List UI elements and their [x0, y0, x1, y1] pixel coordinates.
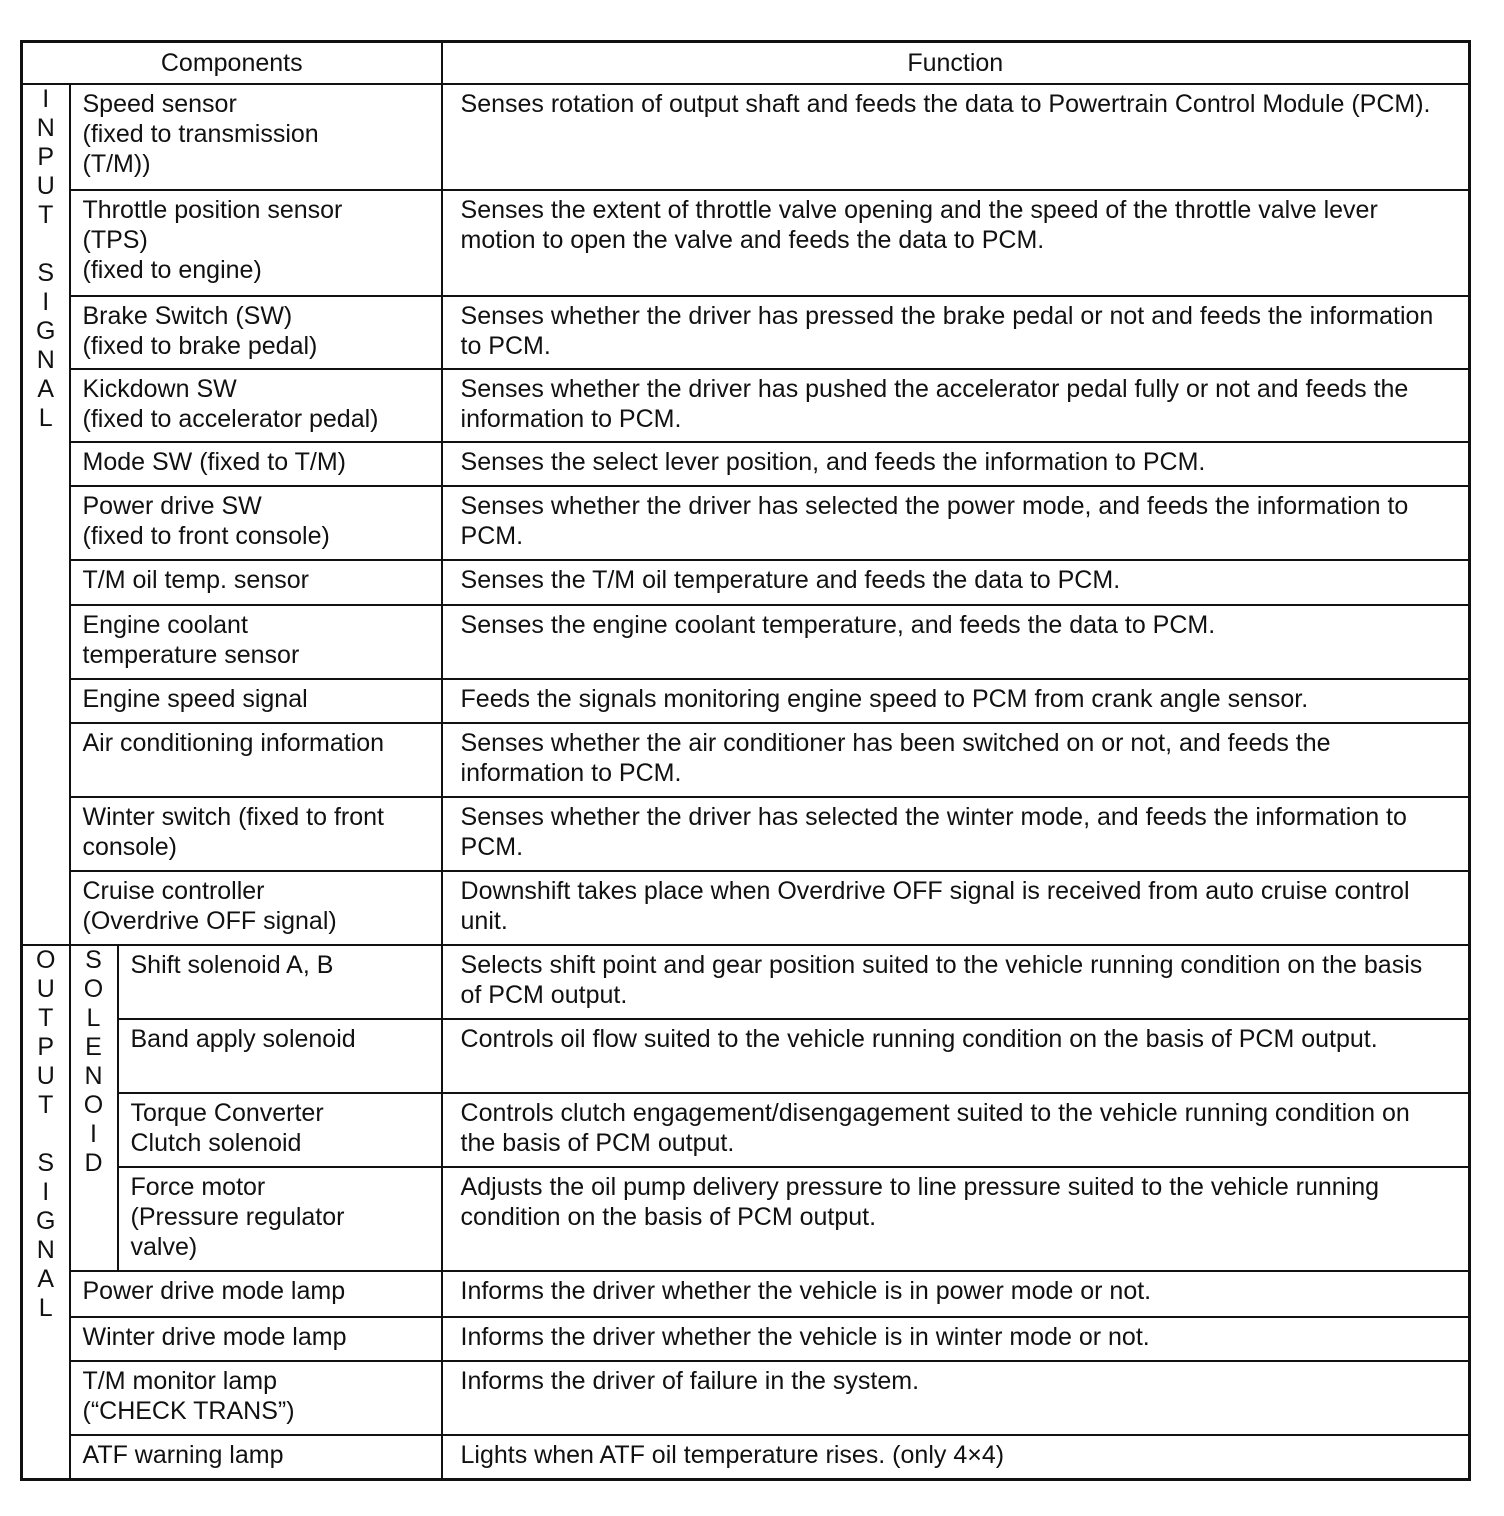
function-cell: Informs the driver whether the vehicle is in power mode or not. [442, 1271, 1470, 1317]
table-row [22, 190, 1470, 296]
function-cell: Informs the driver of failure in the system. [442, 1361, 1470, 1435]
table-row [22, 296, 1470, 369]
component-cell: Kickdown SW (fixed to accelerator pedal) [70, 369, 442, 442]
component-cell: Mode SW (fixed to T/M) [70, 442, 442, 486]
vertical-letters: I N P U T S I G N A L [36, 85, 56, 432]
input-signal-label [22, 84, 70, 945]
table-row [22, 723, 1470, 797]
table-row [22, 679, 1470, 723]
component-cell: Air conditioning information [70, 723, 442, 797]
component-cell: Brake Switch (SW) (fixed to brake pedal) [70, 296, 442, 369]
component-cell: Torque Converter Clutch solenoid [118, 1093, 442, 1167]
function-cell: Senses the engine coolant temperature, and feeds the data to PCM. [442, 605, 1470, 679]
table-row [22, 871, 1470, 945]
function-cell: Senses the extent of throttle valve opening and the speed of the throttle valve lever motion to open the valve and feeds the data to PCM. [442, 190, 1470, 296]
vertical-letters: O U T P U T S I G N A L [36, 946, 56, 1322]
header-row [22, 42, 1470, 85]
function-cell: Adjusts the oil pump delivery pressure to line pressure suited to the vehicle running condition on the basis of PCM output. [442, 1167, 1470, 1271]
function-cell: Senses whether the driver has pressed the brake pedal or not and feeds the information to PCM. [442, 296, 1470, 369]
function-cell: Feeds the signals monitoring engine speed to PCM from crank angle sensor. [442, 679, 1470, 723]
function-cell: Informs the driver whether the vehicle is in winter mode or not. [442, 1317, 1470, 1361]
table-row [22, 797, 1470, 871]
table-row [22, 369, 1470, 442]
function-cell: Senses whether the driver has selected the power mode, and feeds the information to PCM. [442, 486, 1470, 560]
components-header: Components [22, 42, 442, 85]
function-cell: Selects shift point and gear position suited to the vehicle running condition on the basis of PCM output. [442, 945, 1470, 1019]
function-header: Function [442, 42, 1470, 85]
table-row [22, 605, 1470, 679]
table-row [22, 945, 1470, 1019]
vertical-letters: S O L E N O I D [83, 946, 104, 1177]
function-cell: Controls clutch engagement/disengagement suited to the vehicle running condition on the basis of PCM output. [442, 1093, 1470, 1167]
function-cell: Senses rotation of output shaft and feeds the data to Powertrain Control Module (PCM). [442, 84, 1470, 190]
table-row [22, 1167, 1470, 1271]
table-row [22, 1435, 1470, 1479]
component-cell: T/M oil temp. sensor [70, 560, 442, 605]
component-cell: Engine speed signal [70, 679, 442, 723]
component-cell: Power drive SW (fixed to front console) [70, 486, 442, 560]
function-cell: Senses whether the driver has selected the winter mode, and feeds the information to PCM. [442, 797, 1470, 871]
component-cell: Power drive mode lamp [70, 1271, 442, 1317]
component-cell: Shift solenoid A, B [118, 945, 442, 1019]
function-cell: Controls oil flow suited to the vehicle running condition on the basis of PCM output. [442, 1019, 1470, 1093]
component-cell: Winter drive mode lamp [70, 1317, 442, 1361]
table-row [22, 442, 1470, 486]
table-row [22, 560, 1470, 605]
table-row [22, 84, 1470, 190]
component-cell: Winter switch (fixed to front console) [70, 797, 442, 871]
function-cell: Senses the T/M oil temperature and feeds the data to PCM. [442, 560, 1470, 605]
table-row [22, 1093, 1470, 1167]
component-cell: Engine coolant temperature sensor [70, 605, 442, 679]
solenoid-label [70, 945, 118, 1271]
function-cell: Downshift takes place when Overdrive OFF signal is received from auto cruise control unit. [442, 871, 1470, 945]
component-cell: Speed sensor (fixed to transmission (T/M)) [70, 84, 442, 190]
table-row [22, 486, 1470, 560]
component-cell: Band apply solenoid [118, 1019, 442, 1093]
component-cell: T/M monitor lamp (“CHECK TRANS”) [70, 1361, 442, 1435]
function-cell: Senses whether the driver has pushed the accelerator pedal fully or not and feeds the information to PCM. [442, 369, 1470, 442]
function-cell: Lights when ATF oil temperature rises. (only 4×4) [442, 1435, 1470, 1479]
table-row [22, 1019, 1470, 1093]
table-row [22, 1317, 1470, 1361]
component-cell: Force motor (Pressure regulator valve) [118, 1167, 442, 1271]
function-cell: Senses whether the air conditioner has been switched on or not, and feeds the information to PCM. [442, 723, 1470, 797]
component-cell: Throttle position sensor (TPS) (fixed to engine) [70, 190, 442, 296]
table-row [22, 1361, 1470, 1435]
output-signal-label [22, 945, 70, 1479]
function-cell: Senses the select lever position, and feeds the information to PCM. [442, 442, 1470, 486]
components-function-table [20, 40, 1471, 1481]
component-cell: Cruise controller (Overdrive OFF signal) [70, 871, 442, 945]
table-row [22, 1271, 1470, 1317]
component-cell: ATF warning lamp [70, 1435, 442, 1479]
